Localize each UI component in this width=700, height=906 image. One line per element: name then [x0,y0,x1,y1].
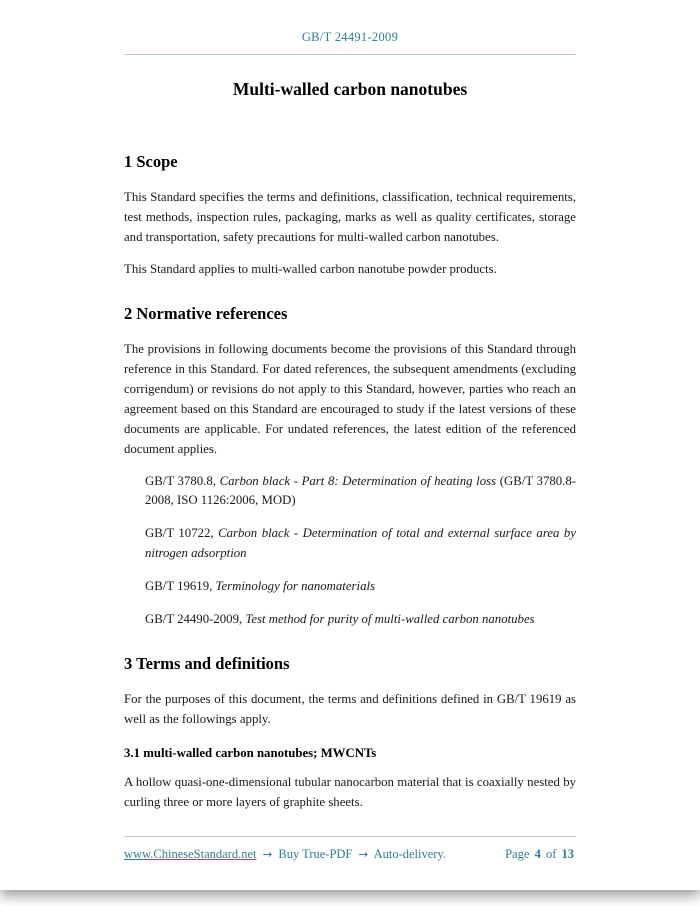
reference-item-2 [145,524,576,564]
normative-intro-paragraph: The provisions in following documents become the provisions of this Standard through reference in this Standard. For dated references, the subsequent amendments (excluding corrigendum) or revisions do not apply to this Standard, however, parties who reach an agreement based on this Standard are encouraged to study if the latest versions of these documents are applicable. For undated references, the latest edition of the referenced document applies. [124,341,576,456]
term-3-1-definition: A hollow quasi-one-dimensional tubular nanocarbon material that is coaxially nested by curling three or more layers of graphite sheets. [124,775,576,810]
total-page-number: 13 [561,847,574,861]
reference-suffix: (GB/T 3780.8-2008, ISO 1126:2006, MOD) [145,473,577,508]
reference-code: GB/T 10722, [145,526,219,541]
reference-code: GB/T 3780.8, [145,473,220,488]
page-footer [124,836,576,862]
reference-item-4 [145,610,576,630]
page-indicator [505,847,576,862]
reference-item-1 [145,472,576,512]
section-2-heading: 2 Normative references [124,303,288,323]
reference-code: GB/T 24490-2009, [145,612,246,627]
of-label: of [545,847,557,861]
terms-intro-paragraph: For the purposes of this document, the terms and definitions defined in GB/T 19619 as well as the followings apply. [124,692,576,727]
reference-code: GB/T 19619, [145,579,216,594]
reference-title: Test method for purity of multi-walled carbon nanotubes [245,612,535,627]
footer-divider [124,836,576,837]
doc-number: GB/T 24491-2009 [301,30,399,44]
reference-title: Carbon black - Part 8: Determination of heating loss [219,473,497,488]
website-link[interactable]: www.ChineseStandard.net [124,847,257,861]
header-divider [124,54,576,55]
section-1-heading: 1 Scope [124,152,178,171]
page-header [124,30,576,55]
document-body [124,152,576,813]
scope-paragraph-2: This Standard applies to multi-walled carbon nanotube powder products. [124,261,497,276]
reference-item-3 [145,577,576,597]
section-3-heading: 3 Terms and definitions [124,654,290,674]
term-3-1-heading: 3.1 multi-walled carbon nanotubes; MWCNTs [124,746,377,761]
auto-delivery-label: Auto-delivery. [373,847,447,861]
reference-title: Terminology for nanomaterials [215,579,376,594]
buy-true-pdf-label: Buy True-PDF [278,847,353,861]
current-page-number: 4 [534,847,541,861]
page-label: Page [505,847,530,861]
footer-row [124,847,576,862]
document-title: Multi-walled carbon nanotubes [232,79,468,99]
scope-paragraph-1: This Standard specifies the terms and definitions, classification, technical requirements, test methods, inspection rules, packaging, marks as well as quality certificates, storage and transportation, safety precautions for multi-walled carbon nanotubes. [124,190,576,244]
reference-title: Carbon black - Determination of total and external surface area by nitrogen adsorption [145,526,576,561]
footer-links [124,847,449,862]
arrow-icon: → [358,847,369,861]
arrow-icon: → [262,847,273,861]
